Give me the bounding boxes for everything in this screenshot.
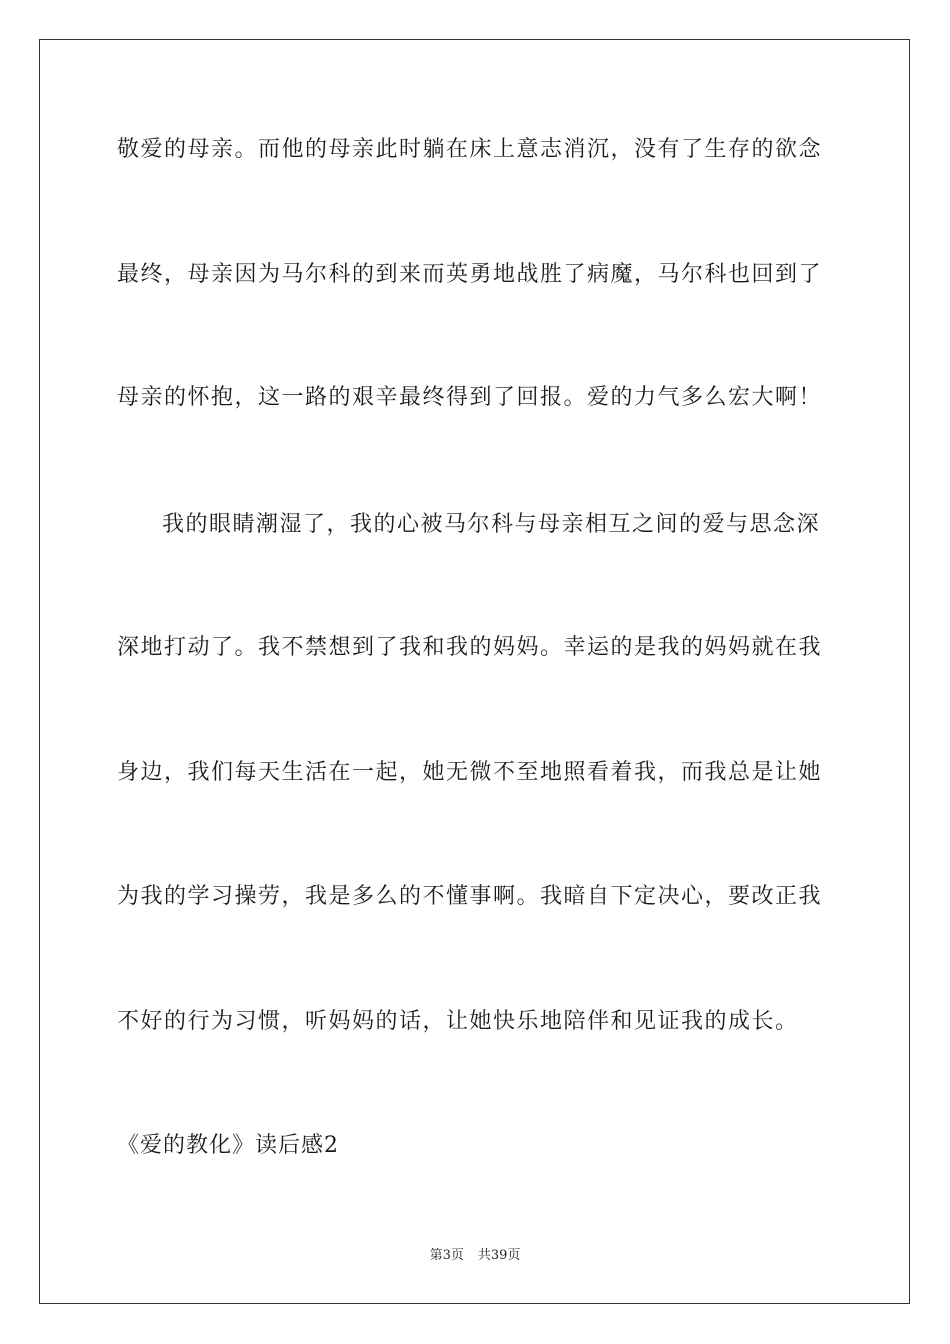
paragraph-line: 不好的行为习惯，听妈妈的话，让她快乐地陪伴和见证我的成长。	[117, 1009, 799, 1034]
paragraph-line: 母亲的怀抱，这一路的艰辛最终得到了回报。爱的力气多么宏大啊！	[117, 385, 823, 410]
page-total: 共39页	[477, 1248, 521, 1263]
page-border	[39, 39, 910, 1304]
page-number: 第3页	[429, 1248, 464, 1263]
page-footer	[0, 1247, 950, 1265]
paragraph-line: 我的眼睛潮湿了，我的心被马尔科与母亲相互之间的爱与思念深	[162, 512, 821, 537]
paragraph-line: 最终，母亲因为马尔科的到来而英勇地战胜了病魔，马尔科也回到了	[117, 262, 823, 287]
paragraph-line: 深地打动了。我不禁想到了我和我的妈妈。幸运的是我的妈妈就在我	[117, 635, 823, 660]
section-heading: 《爱的教化》读后感2	[117, 1133, 339, 1158]
paragraph-line: 敬爱的母亲。而他的母亲此时躺在床上意志消沉，没有了生存的欲念	[117, 137, 823, 162]
paragraph-line: 身边，我们每天生活在一起，她无微不至地照看着我，而我总是让她	[117, 760, 823, 785]
paragraph-line: 为我的学习操劳，我是多么的不懂事啊。我暗自下定决心，要改正我	[117, 884, 823, 909]
